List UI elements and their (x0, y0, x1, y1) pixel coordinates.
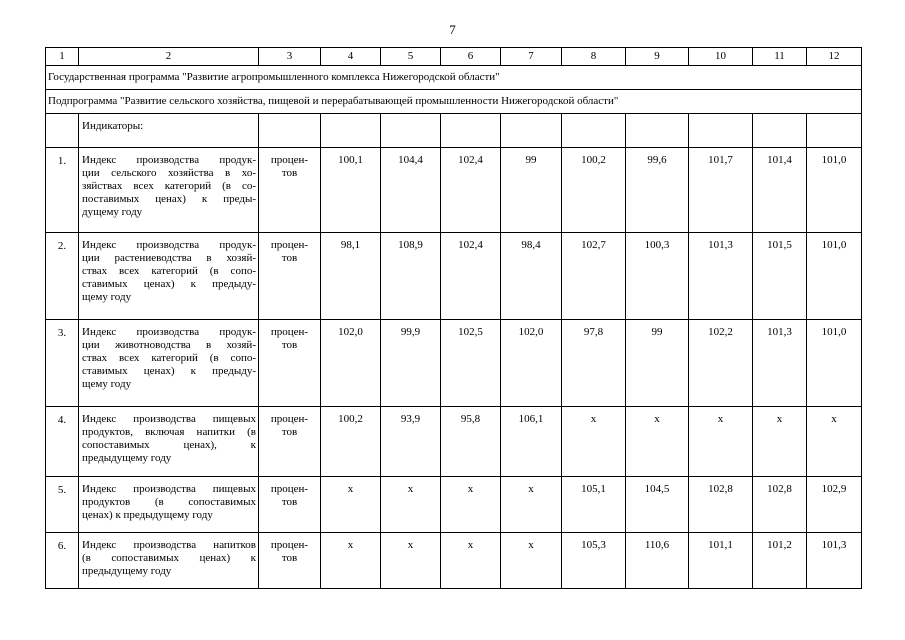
value-cell: x (626, 407, 689, 477)
indicator-name (79, 477, 259, 533)
indicator-name-line: Индекс производства пищевых (82, 483, 256, 495)
unit-line: тов (281, 167, 298, 179)
empty-cell (689, 114, 753, 148)
value-cell: 98,4 (501, 233, 562, 320)
value-cell: 101,0 (807, 233, 862, 320)
indicator-name-line: сопоставимых ценах), к (82, 439, 256, 451)
value-cell: 99 (501, 148, 562, 233)
column-header: 12 (807, 48, 862, 66)
unit-line: процен- (270, 239, 309, 251)
unit-line: процен- (270, 413, 309, 425)
indicator-name-line: ставимых ценах) к предыду- (82, 278, 256, 290)
value-cell: x (441, 533, 501, 589)
indicator-name-line: предыдущему году (82, 565, 172, 577)
row-number: 4. (46, 407, 79, 477)
row-number: 2. (46, 233, 79, 320)
unit-line: тов (281, 496, 298, 508)
unit-cell (259, 533, 321, 589)
indicator-row (46, 320, 862, 407)
value-cell: 102,9 (807, 477, 862, 533)
indicator-name (79, 148, 259, 233)
indicator-name-line: ции растениеводства в хозяй- (82, 252, 256, 264)
program-row (46, 66, 862, 90)
empty-cell (626, 114, 689, 148)
value-cell: x (807, 407, 862, 477)
indicator-name-line: Индекс производства напитков (82, 539, 256, 551)
empty-cell (259, 114, 321, 148)
empty-cell (441, 114, 501, 148)
value-cell: x (321, 533, 381, 589)
value-cell: x (501, 477, 562, 533)
value-cell: 99,6 (626, 148, 689, 233)
column-header: 7 (501, 48, 562, 66)
indicator-name-line: (в сопоставимых ценах) к (82, 552, 256, 564)
value-cell: 100,1 (321, 148, 381, 233)
column-header: 1 (46, 48, 79, 66)
value-cell: 101,3 (689, 233, 753, 320)
empty-cell (562, 114, 626, 148)
indicator-name-line: ции сельского хозяйства в хо- (82, 167, 256, 179)
value-cell: 101,4 (753, 148, 807, 233)
indicator-name-line: ставимых ценах) к предыду- (82, 365, 256, 377)
unit-cell (259, 233, 321, 320)
column-header: 3 (259, 48, 321, 66)
empty-cell (807, 114, 862, 148)
indicator-name-line: ствах всех категорий (в сопо- (82, 352, 256, 364)
subprogram-row (46, 90, 862, 114)
indicator-name (79, 533, 259, 589)
row-number: 6. (46, 533, 79, 589)
value-cell: x (689, 407, 753, 477)
indicator-name-line: поставимых ценах) к преды- (82, 193, 256, 205)
value-cell: 101,2 (753, 533, 807, 589)
unit-line: процен- (270, 326, 309, 338)
value-cell: 102,5 (441, 320, 501, 407)
indicator-name-line: Индекс производства продук- (82, 154, 256, 166)
value-cell: x (321, 477, 381, 533)
empty-cell (501, 114, 562, 148)
indicator-name-line: Индекс производства пищевых (82, 413, 256, 425)
column-header: 5 (381, 48, 441, 66)
value-cell: 110,6 (626, 533, 689, 589)
indicator-name-line: Индекс производства продук- (82, 239, 256, 251)
indicator-name-line: предыдущему году (82, 452, 172, 464)
value-cell: x (501, 533, 562, 589)
value-cell: 101,7 (689, 148, 753, 233)
unit-line: процен- (270, 483, 309, 495)
indicator-name (79, 320, 259, 407)
indicator-row (46, 407, 862, 477)
value-cell: x (441, 477, 501, 533)
column-header: 6 (441, 48, 501, 66)
indicator-name-line: Индекс производства продук- (82, 326, 256, 338)
unit-line: процен- (270, 154, 309, 166)
value-cell: x (562, 407, 626, 477)
value-cell: 101,0 (807, 148, 862, 233)
value-cell: 102,0 (501, 320, 562, 407)
value-cell: 102,0 (321, 320, 381, 407)
empty-cell (753, 114, 807, 148)
page-number: 7 (449, 22, 456, 37)
unit-line: тов (281, 426, 298, 438)
unit-cell (259, 148, 321, 233)
value-cell: 97,8 (562, 320, 626, 407)
indicator-name-line: щему году (82, 291, 132, 303)
unit-line: тов (281, 339, 298, 351)
unit-line: тов (281, 252, 298, 264)
value-cell: 104,5 (626, 477, 689, 533)
table-body (46, 48, 862, 589)
indicator-name-line: дущему году (82, 206, 143, 218)
column-header: 8 (562, 48, 626, 66)
value-cell: 102,2 (689, 320, 753, 407)
unit-line: процен- (270, 539, 309, 551)
indicator-name-line: ствах всех категорий (в сопо- (82, 265, 256, 277)
value-cell: 105,1 (562, 477, 626, 533)
value-cell: 99 (626, 320, 689, 407)
indicator-name-line: ценах) к предыдущему году (82, 509, 213, 521)
value-cell: 93,9 (381, 407, 441, 477)
subprogram-title: Подпрограмма "Развитие сельского хозяйства, пищевой и перерабатывающей промышленности Нижегородской области" (46, 90, 862, 114)
value-cell: 95,8 (441, 407, 501, 477)
column-header: 2 (79, 48, 259, 66)
indicator-name (79, 233, 259, 320)
indicator-name-line: щему году (82, 378, 132, 390)
indicator-row (46, 533, 862, 589)
unit-line: тов (281, 552, 298, 564)
value-cell: 101,3 (807, 533, 862, 589)
column-header: 11 (753, 48, 807, 66)
value-cell: x (381, 477, 441, 533)
indicator-name-line: продуктов (в сопоставимых (82, 496, 256, 508)
value-cell: 101,5 (753, 233, 807, 320)
indicator-name-line: ции животноводства в хозяй- (82, 339, 256, 351)
value-cell: x (753, 407, 807, 477)
value-cell: 101,0 (807, 320, 862, 407)
value-cell: 105,3 (562, 533, 626, 589)
value-cell: 101,3 (753, 320, 807, 407)
empty-cell (46, 114, 79, 148)
row-number: 5. (46, 477, 79, 533)
value-cell: 100,2 (321, 407, 381, 477)
value-cell: 102,8 (753, 477, 807, 533)
column-header: 4 (321, 48, 381, 66)
indicators-label: Индикаторы: (79, 114, 259, 148)
value-cell: 102,7 (562, 233, 626, 320)
value-cell: 102,8 (689, 477, 753, 533)
indicators-table (45, 47, 862, 589)
empty-cell (381, 114, 441, 148)
indicators-label-row (46, 114, 862, 148)
row-number: 1. (46, 148, 79, 233)
column-header: 10 (689, 48, 753, 66)
value-cell: 106,1 (501, 407, 562, 477)
value-cell: 98,1 (321, 233, 381, 320)
value-cell: 102,4 (441, 233, 501, 320)
value-cell: 104,4 (381, 148, 441, 233)
unit-cell (259, 407, 321, 477)
unit-cell (259, 477, 321, 533)
value-cell: 100,2 (562, 148, 626, 233)
unit-cell (259, 320, 321, 407)
value-cell: 100,3 (626, 233, 689, 320)
indicator-row (46, 233, 862, 320)
indicator-name-line: зяйствах всех категорий (в со- (82, 180, 256, 192)
indicator-name-line: продуктов, включая напитки (в (82, 426, 256, 438)
indicator-name (79, 407, 259, 477)
column-header: 9 (626, 48, 689, 66)
value-cell: x (381, 533, 441, 589)
program-title: Государственная программа "Развитие агропромышленного комплекса Нижегородской области" (46, 66, 862, 90)
indicator-row (46, 477, 862, 533)
row-number: 3. (46, 320, 79, 407)
value-cell: 108,9 (381, 233, 441, 320)
column-header-row (46, 48, 862, 66)
value-cell: 102,4 (441, 148, 501, 233)
value-cell: 99,9 (381, 320, 441, 407)
empty-cell (321, 114, 381, 148)
value-cell: 101,1 (689, 533, 753, 589)
indicator-row (46, 148, 862, 233)
